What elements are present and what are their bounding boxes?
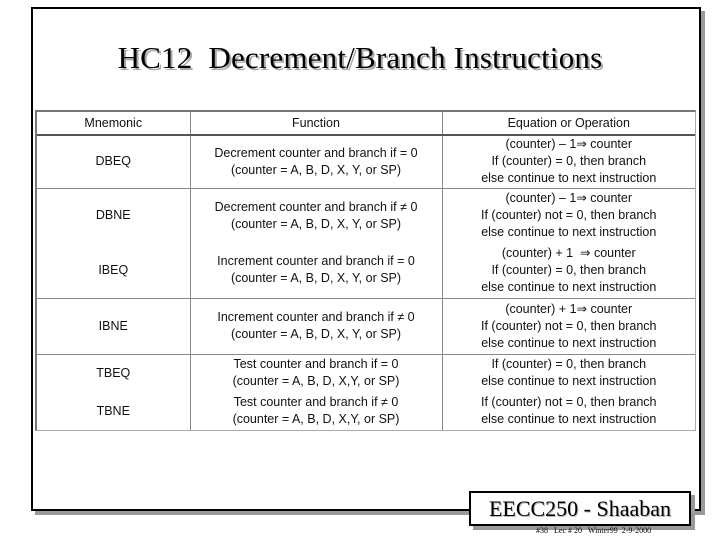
operation-line: else continue to next instruction	[481, 335, 657, 350]
operation-line: If (counter) not = 0, then branch	[481, 318, 657, 333]
operation-cell	[442, 188, 695, 243]
operation-line: else continue to next instruction	[481, 412, 657, 426]
mnemonic-cell: IBEQ	[37, 243, 190, 298]
function-line: Test counter and branch if = 0	[233, 357, 399, 372]
function-line: (counter = A, B, D, X,Y, or SP)	[232, 412, 400, 426]
function-line: (counter = A, B, D, X,Y, or SP)	[232, 374, 400, 389]
function-line: Increment counter and branch if ≠ 0	[217, 310, 415, 324]
function-line: Decrement counter and branch if ≠ 0	[214, 199, 418, 214]
operation-line: else continue to next instruction	[481, 171, 657, 186]
function-line: Test counter and branch if ≠ 0	[233, 395, 399, 409]
operation-line: (counter) + 1 ⇒ counter	[501, 245, 636, 260]
mnemonic-cell: DBNE	[95, 208, 131, 223]
operation-line: If (counter) = 0, then branch	[491, 357, 647, 372]
course-badge-text: EECC250 - Shaaban	[488, 496, 672, 521]
table-header-row	[37, 112, 695, 135]
table-row	[37, 243, 695, 298]
table-row	[37, 135, 695, 188]
function-cell	[190, 354, 442, 392]
function-cell	[190, 243, 442, 298]
function-cell	[190, 188, 442, 243]
mnemonic-cell: IBNE	[37, 298, 190, 354]
instruction-table	[37, 112, 695, 430]
operation-line: (counter) – 1⇒ counter	[505, 191, 632, 206]
function-cell	[190, 298, 442, 354]
header-function: Function	[190, 112, 442, 135]
mnemonic-cell: TBNE	[96, 403, 130, 418]
function-line: Increment counter and branch if = 0	[217, 254, 415, 269]
header-mnemonic: Mnemonic	[37, 112, 190, 135]
function-line: (counter = A, B, D, X, Y, or SP)	[230, 271, 402, 286]
slide-title: HC12 Decrement/Branch Instructions	[117, 40, 603, 75]
operation-cell	[442, 243, 695, 298]
operation-line: (counter) – 1⇒ counter	[505, 137, 632, 152]
operation-cell	[442, 135, 695, 188]
operation-cell	[442, 354, 695, 392]
course-badge	[469, 491, 691, 526]
mnemonic-cell: TBEQ	[96, 365, 131, 380]
function-cell	[190, 392, 442, 430]
operation-line: else continue to next instruction	[481, 374, 657, 389]
table-row	[37, 392, 695, 430]
mnemonic-cell: DBEQ	[37, 135, 190, 188]
table-row	[37, 188, 695, 243]
operation-line: (counter) + 1⇒ counter	[505, 301, 633, 316]
slide-footer: #38 Lec # 20 Winter99 2-9-2000	[536, 526, 652, 535]
operation-cell	[442, 392, 695, 430]
operation-line: else continue to next instruction	[481, 279, 657, 294]
operation-line: If (counter) = 0, then branch	[491, 262, 647, 277]
function-cell	[190, 135, 442, 188]
function-line: (counter = A, B, D, X, Y, or SP)	[230, 162, 402, 177]
instruction-table-box	[35, 110, 696, 431]
table-row	[37, 354, 695, 392]
operation-line: If (counter) not = 0, then branch	[481, 395, 657, 409]
operation-line: If (counter) not = 0, then branch	[481, 208, 657, 223]
function-line: Decrement counter and branch if = 0	[214, 145, 418, 160]
operation-cell	[442, 298, 695, 354]
operation-line: else continue to next instruction	[481, 225, 657, 240]
function-line: (counter = A, B, D, X, Y, or SP)	[230, 327, 402, 341]
function-line: (counter = A, B, D, X, Y, or SP)	[230, 216, 402, 231]
operation-line: If (counter) = 0, then branch	[491, 154, 647, 169]
header-operation: Equation or Operation	[442, 112, 695, 135]
table-row	[37, 298, 695, 354]
